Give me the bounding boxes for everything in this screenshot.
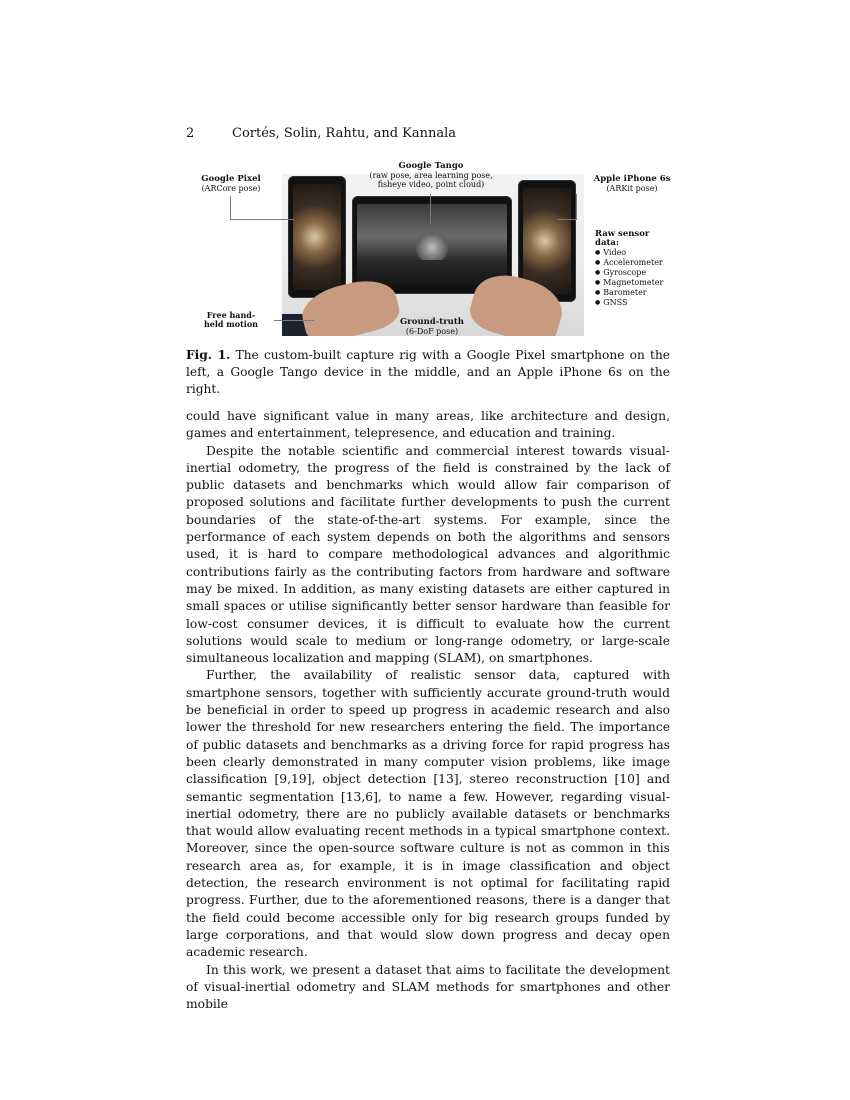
page-number: 2: [186, 126, 195, 141]
paragraph: In this work, we present a dataset that aims to facilitate the development of visual-inertial odometry and SLAM methods for smartphones and other mobile: [186, 962, 670, 1012]
label-google-pixel-sub: (ARCore pose): [201, 184, 261, 193]
raw-sensor-item: ● Video: [595, 248, 672, 258]
label-google-tango-sub: (raw pose, area learning pose, fisheye video, point cloud): [369, 171, 493, 189]
raw-sensor-item: ● GNSS: [595, 298, 672, 308]
running-head-authors: Cortés, Solin, Rahtu, and Kannala: [232, 126, 457, 141]
figure-caption: [186, 347, 670, 398]
body-text: [186, 408, 670, 1013]
raw-sensor-item: ● Accelerometer: [595, 258, 672, 268]
label-ground-truth-sub: (6-DoF pose): [405, 327, 459, 336]
capture-rig-photo: [282, 174, 584, 336]
motion-pointer: [274, 320, 314, 321]
figure-caption-label: Fig. 1.: [186, 348, 231, 362]
pixel-pointer-vertical: [230, 196, 231, 220]
figure-caption-text: The custom-built capture rig with a Google Pixel smartphone on the left, a Google Tango device in the middle, and an Apple iPhone 6s on the right.: [186, 348, 671, 396]
paragraph: Further, the availability of realistic sensor data, captured with smartphone sensors, together with sufficiently accurate ground-truth would be beneficial in order to speed up progress in academic research and also lower the threshold for new researchers entering the field. The importance of public datasets and benchmarks as a driving force for rapid progress has been clearly demonstrated in many computer vision problems, like image classification [9,19], object detection [13], stereo reconstruction [10] and semantic segmentation [13,6], to name a few. However, regarding visual-inertial odometry, there are no publicly available datasets or benchmarks that would allow evaluating recent methods in a typical smartphone context. Moreover, since the open-source software culture is not as common in this research area as, for example, it is in image classification and object detection, the research environment is not optimal for facilitating rapid progress. Further, due to the aforementioned reasons, there is a danger that the field could become accessible only for big research groups funded by large corporations, and that would slow down progress and decay open academic research.: [186, 668, 670, 960]
label-ground-truth-title: Ground-truth: [400, 317, 464, 327]
raw-sensor-item: ● Gyroscope: [595, 268, 672, 278]
label-raw-sensor-data: [595, 230, 672, 308]
label-free-motion: Free hand-held motion: [203, 310, 258, 329]
pixel-pointer-horizontal: [230, 219, 294, 220]
google-pixel-screen: [293, 184, 341, 290]
raw-sensor-title: Raw sensor data:: [595, 229, 650, 248]
label-apple-iphone-title: Apple iPhone 6s: [593, 174, 671, 184]
paragraph: Despite the notable scientific and commercial interest towards visual-inertial odometry, the progress of the field is constrained by the lack of public datasets and benchmarks which would allow fair comparison of proposed solutions and facilitate further developments to push the current boundaries of the state-of-the-art systems. For example, since the performance of each system depends on both the algorithms and sensors used, it is hard to compare methodological advances and algorithmic contributions fairly as the contributing factors from hardware and software may be mixed. In addition, as many existing datasets are either captured in small spaces or utilise significantly better sensor hardware than feasible for low-cost consumer devices, it is difficult to evaluate how the current solutions would scale to medium or long-range odometry, or large-scale simultaneous localization and mapping (SLAM), on smartphones.: [186, 443, 670, 666]
apple-iphone-screen: [523, 188, 571, 294]
iphone-pointer-horizontal: [558, 219, 577, 220]
label-google-tango-title: Google Tango: [398, 161, 464, 171]
label-ground-truth: [382, 318, 482, 336]
label-google-pixel: [196, 175, 266, 193]
label-apple-iphone: [592, 175, 672, 193]
raw-sensor-item: ● Magnetometer: [595, 278, 672, 288]
google-pixel-device: [288, 176, 346, 298]
google-tango-screen: [357, 204, 507, 286]
label-apple-iphone-sub: (ARKit pose): [606, 184, 658, 193]
figure-capture-rig: [186, 158, 672, 336]
paragraph: could have significant value in many areas, like architecture and design, games and entertainment, telepresence, and education and training.: [186, 409, 670, 441]
raw-sensor-list: [595, 248, 672, 308]
iphone-pointer-vertical: [576, 194, 577, 220]
tango-pointer: [430, 194, 431, 224]
raw-sensor-item: ● Barometer: [595, 288, 672, 298]
label-google-pixel-title: Google Pixel: [201, 174, 261, 184]
label-google-tango: [362, 162, 500, 189]
